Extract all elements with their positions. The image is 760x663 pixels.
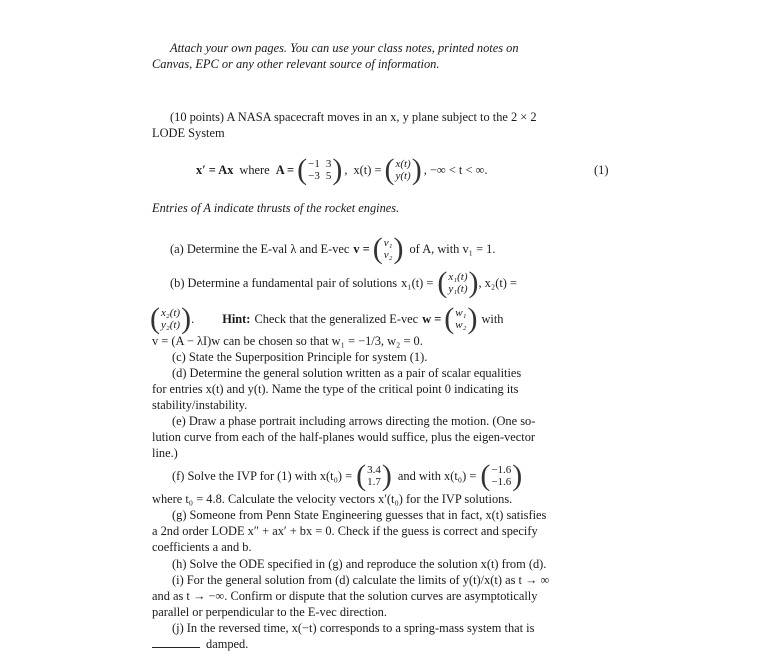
part-j-line-2 (152, 636, 248, 652)
part-d-line-1: (d) Determine the general solution written as a pair of scalar equalities (172, 366, 522, 380)
part-e-line-3: line.) (152, 446, 178, 460)
part-a-v: v = (353, 242, 370, 256)
matrix-A-cell: −1 (308, 158, 320, 170)
vector-w-entry: w₁ (455, 307, 467, 319)
part-f-line-2: where t₀ = 4.8. Calculate the velocity vectors x′(t₀) for the IVP solutions. (152, 492, 513, 506)
eq-x-prime: x′ = Ax (196, 163, 234, 177)
part-g-line-3: coefficients a and b. (152, 540, 252, 554)
vector-x1: ( x₁(t) y₁(t) ) (437, 266, 479, 299)
part-g-line-2: a 2nd order LODE x″ + ax′ + bx = 0. Check if the guess is correct and specify (152, 524, 538, 538)
part-c: (c) State the Superposition Principle for system (1). (172, 350, 428, 364)
vector-ic-2: ( −1.6 −1.6 ) (480, 459, 523, 492)
part-f-line-1 (172, 460, 522, 492)
part-d-line-3: stability/instability. (152, 398, 248, 412)
hint-with: with (481, 312, 504, 326)
part-b-text: (b) Determine a fundamental pair of solutions (170, 276, 398, 290)
part-b-dot: . (191, 312, 195, 326)
vector-x1-entry: x₁(t) (448, 271, 468, 283)
part-i-line-3: parallel or perpendicular to the E-vec direction. (152, 605, 387, 619)
fill-in-blank[interactable] (152, 647, 200, 648)
matrix-A: ( −1 3 −3 5 ) (297, 153, 343, 186)
part-a (170, 232, 495, 266)
part-b-x2: , x₂(t) = (478, 276, 517, 290)
part-b-line-2 (150, 302, 504, 336)
hint-w: w = (422, 312, 442, 326)
matrix-A-cell: 3 (325, 158, 332, 170)
part-i-line-1: (i) For the general solution from (d) calculate the limits of y(t)/x(t) as t → ∞ (172, 573, 550, 587)
part-d-line-2: for entries x(t) and y(t). Name the type of the critical point 0 indicating its (152, 382, 519, 396)
part-j-text: damped. (206, 637, 249, 651)
part-j-line-1: (j) In the reversed time, x(−t) corresponds to a spring-mass system that is (172, 621, 535, 635)
problem-line-2: LODE System (152, 126, 225, 140)
problem-line-1: (10 points) A NASA spacecraft moves in an x, y plane subject to the 2 × 2 (170, 110, 537, 124)
vector-ic-1: ( 3.4 1.7 ) (356, 459, 392, 492)
vector-xt-entry: y(t) (395, 170, 411, 182)
part-h: (h) Solve the ODE specified in (g) and reproduce the solution x(t) from (d). (172, 557, 547, 571)
vector-xt-entry: x(t) (395, 158, 411, 170)
eq-where: where (239, 163, 270, 177)
part-a-text-2: of A, with v₁ = 1. (409, 242, 496, 256)
matrix-A-cell: −3 (308, 170, 320, 182)
part-b-line-1 (170, 266, 517, 300)
vector-ic-1-entry: 3.4 (367, 464, 381, 476)
hint-label: Hint: (222, 312, 251, 326)
eq-xt-label: x(t) = (353, 163, 382, 177)
vector-x1-entry: y₁(t) (448, 283, 468, 295)
part-f-text-2: and with x(t₀) = (397, 469, 477, 483)
equation-1: x′ = Ax where A = ( −1 3 −3 5 ) , x(t) = ( x(t) y(t) ) , −∞ < t < ∞. (196, 153, 488, 186)
eq-A-label: A = (275, 163, 295, 177)
part-a-text: (a) Determine the E-val λ and E-vec (170, 242, 350, 256)
matrix-A-cell: 5 (325, 170, 332, 182)
vector-x2: ( x₂(t) y₂(t) ) (150, 302, 192, 335)
vector-v: ( v₁ v₂ ) (372, 232, 404, 265)
hint-text: Check that the generalized E-vec (254, 312, 419, 326)
equation-number: (1) (594, 163, 609, 177)
vector-v-entry: v₁ (383, 237, 393, 249)
vector-w-entry: w₂ (455, 319, 467, 331)
thrusts-note: Entries of A indicate thrusts of the rocket engines. (152, 201, 400, 215)
part-f-text: (f) Solve the IVP for (1) with x(t₀) = (172, 469, 353, 483)
vector-ic-2-entry: −1.6 (491, 476, 512, 488)
vector-w: ( w₁ w₂ ) (444, 302, 478, 335)
part-i-line-2: and as t → −∞. Confirm or dispute that the solution curves are asymptotically (152, 589, 538, 603)
vector-x2-entry: y₂(t) (161, 319, 181, 331)
vector-ic-1-entry: 1.7 (367, 476, 381, 488)
intro-line-2: Canvas, EPC or any other relevant source of information. (152, 57, 440, 71)
vector-xt: ( x(t) y(t) ) (384, 153, 422, 186)
vector-x2-entry: x₂(t) (161, 307, 181, 319)
part-b-x1: x₁(t) = (401, 276, 434, 290)
intro-line-1: Attach your own pages. You can use your class notes, printed notes on (170, 41, 519, 55)
vector-v-entry: v₂ (383, 249, 393, 261)
vector-ic-2-entry: −1.6 (491, 464, 512, 476)
eq-domain: , −∞ < t < ∞. (423, 163, 488, 177)
part-e-line-2: lution curve from each of the half-planes would suffice, plus the eigen-vector (152, 430, 536, 444)
part-b-line-3: v = (A − λI)w can be chosen so that w₁ = −1/3, w₂ = 0. (152, 334, 423, 348)
part-g-line-1: (g) Someone from Penn State Engineering guesses that in fact, x(t) satisfies (172, 508, 547, 522)
part-e-line-1: (e) Draw a phase portrait including arrows directing the motion. (One so- (172, 414, 536, 428)
